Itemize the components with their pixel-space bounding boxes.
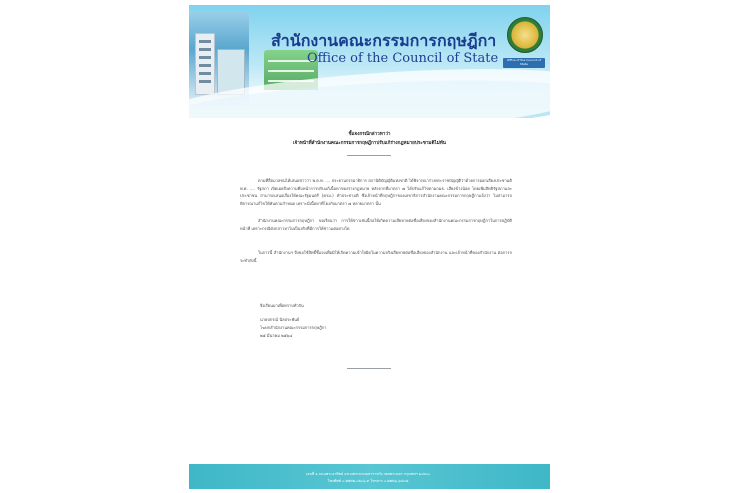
footer-bar [189,464,550,489]
banner-title-english: Office of the Council of State [307,51,499,66]
footer-address: เลขที่ ๑ ถนนพระอาทิตย์ แขวงพระบรมมหาราชวัง เขตพระนคร กรุงเทพฯ ๑๐๒๐๐ [305,472,431,476]
banner-title-thai: สำนักงานคณะกรรมการกฤษฎีกา [271,31,497,50]
document-page [189,5,550,489]
tower-building [195,33,215,95]
statement-heading: ชี้แจงกรณีกล่าวหาว่า [348,132,391,137]
footer-contact: โทรศัพท์ ๐-๒๒๒๒-๐๒๐๖-๙ โทรสาร ๐-๒๒๒๖-๖๔๓๘ [327,479,409,483]
header-banner [189,5,550,118]
closing-line: จึงเรียนมาเพื่อทราบทั่วกัน [260,303,304,308]
signer-title: โฆษกสำนักงานคณะกรรมการกฤษฎีกา [260,325,327,330]
paragraph-1: ตามที่สื่อมวลชนได้เสนอข่าวว่า พ.ต.ท. .... ประธานกรรมาธิการ สภานิติบัญญัติแห่งชาติ ได้พิจารณาร่างพระราชบัญญัติว่าด้วยการออกเสียงประชามติ พ.ศ. .... รัฐสภา เปิดเผยถึงความคืบหน้าการปรับแก้เนื้อหาของร่างกฎหมาย หลังจากที่มาตรา ๗ ได้ปรับแก้ไขตามกมธ. เสียงข้างน้อย โดยเพิ่มสิทธิรัฐสภาและประชาชน สามารถเสนอเรื่องให้คณะรัฐมนตรี (ครม.) ทำประชามติ ซึ่งเจ้าหน้าที่กฤษฎีกาของเลขาธิการสำนักงานคณะกรรมการกฤษฎีกาแจ้งว่า ไม่สามารถพิจารณาแก้ไขให้ทันตามกำหนด เพราะมีเนื้อหาที่โยงกับมาตรา ๗ หลายมาตรา นั้น [240,178,512,206]
statement-date: ๒๕ มีนาคม ๒๕๖๔ [260,333,293,338]
divider-bottom [347,368,391,369]
seal-caption: Office of the Council of State [503,58,545,68]
paragraph-3: ในการนี้ สำนักงานฯ จึงขอใช้สิทธิ์ชี้แจงเพื่อมิให้เกิดความเข้าใจผิดในความจริงเสียหายต่อชื่อเสียงของสำนักงาน และเจ้าหน้าที่ของสำนักงาน ต่อการกระทำดังนี้ [240,250,512,263]
signer-name: นายปกรณ์ นิลประพันธ์ [260,317,300,322]
office-seal-icon [507,17,543,53]
divider-top [347,155,391,156]
paragraph-2: สำนักงานคณะกรรมการกฤษฎีกา ขอเรียนว่า การให้ข่าวเช่นนี้ก่อให้เกิดความเสียหายต่อชื่อเสียงของสำนักงานคณะกรรมการกฤษฎีกาในการปฏิบัติหน้าที่ เพราะกรณีดังกล่าวหาไม่เป็นจริงที่มีการให้ข่าวแต่อย่างใด [240,218,512,231]
statement-subheading: เจ้าหน้าที่สำนักงานคณะกรรมการกฤษฎีกาปรับแก้ร่างกฎหมายประชามติไม่ทัน [293,141,446,146]
